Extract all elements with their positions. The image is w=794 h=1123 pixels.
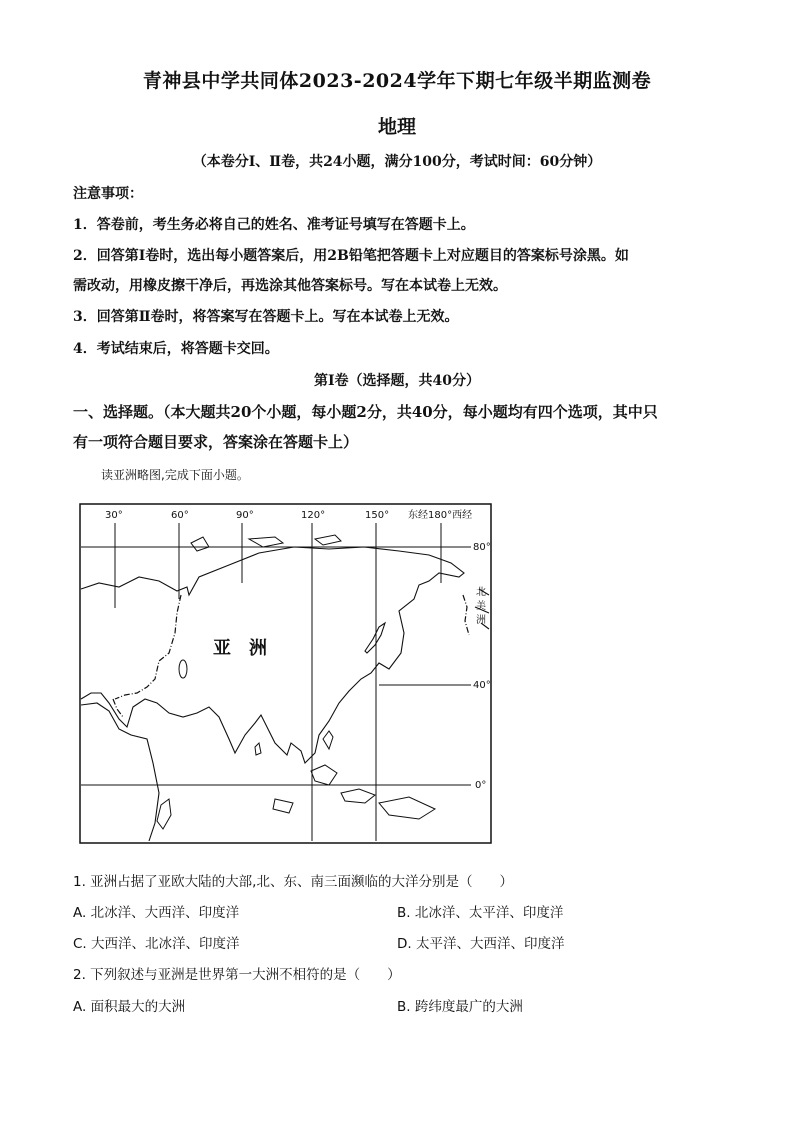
note-item: 需改动，用橡皮擦干净后，再选涂其他答案标号。写在本试卷上无效。 bbox=[73, 278, 507, 294]
question-1-option-c: C. 大西洋、北冰洋、印度洋 bbox=[73, 936, 240, 952]
lon-label-60: 60° bbox=[171, 510, 189, 521]
note-item: 3．回答第Ⅱ卷时，将答案写在答题卡上。写在本试卷上无效。 bbox=[73, 309, 459, 325]
section-instruction-cont: 有一项符合题目要求，答案涂在答题卡上） bbox=[73, 433, 359, 451]
question-1-option-a: A. 北冰洋、大西洋、印度洋 bbox=[73, 905, 240, 921]
question-2-option-a: A. 面积最大的大洲 bbox=[73, 999, 186, 1015]
lon-label-180: 东经180°西经 bbox=[408, 510, 473, 521]
lon-label-30: 30° bbox=[105, 510, 123, 521]
section-instruction: 一、选择题。（本大题共20个小题，每小题2分，共40分，每小题均有四个选项，其中只 bbox=[73, 403, 658, 421]
part1-heading: 第Ⅰ卷（选择题，共40分） bbox=[313, 373, 481, 389]
note-item: 4．考试结束后，将答题卡交回。 bbox=[73, 341, 279, 357]
north-america-label-3: 洲 bbox=[476, 615, 486, 626]
continent-label-asia: 亚 洲 bbox=[213, 638, 267, 659]
lat-label-0: 0° bbox=[475, 780, 487, 791]
asia-map bbox=[79, 503, 492, 844]
question-2-option-b: B. 跨纬度最广的大洲 bbox=[397, 999, 523, 1015]
north-america-label-2: 美 bbox=[476, 601, 486, 612]
question-1-option-b: B. 北冰洋、太平洋、印度洋 bbox=[397, 905, 564, 921]
exam-info: （本卷分Ⅰ、Ⅱ卷，共24小题，满分100分，考试时间：60分钟） bbox=[192, 154, 602, 170]
notes-heading: 注意事项： bbox=[73, 186, 143, 202]
note-item: 1．答卷前，考生务必将自己的姓名、准考证号填写在答题卡上。 bbox=[73, 217, 475, 233]
lon-label-150: 150° bbox=[365, 510, 390, 521]
lat-label-80: 80° bbox=[473, 542, 491, 553]
lat-label-40: 40° bbox=[473, 680, 491, 691]
question-1-stem: 1. 亚洲占据了亚欧大陆的大部,北、东、南三面濒临的大洋分别是（ ） bbox=[73, 874, 513, 890]
north-america-label-1: 北 bbox=[476, 587, 486, 598]
question-2-stem: 2. 下列叙述与亚洲是世界第一大洲不相符的是（ ） bbox=[73, 967, 401, 983]
subject-title: 地理 bbox=[377, 116, 416, 138]
lon-label-120: 120° bbox=[301, 510, 326, 521]
lon-label-90: 90° bbox=[236, 510, 254, 521]
map-instruction: 读亚洲略图,完成下面小题。 bbox=[101, 468, 249, 482]
exam-title: 青神县中学共同体2023-2024学年下期七年级半期监测卷 bbox=[142, 70, 652, 92]
question-1-option-d: D. 太平洋、大西洋、印度洋 bbox=[397, 936, 565, 952]
note-item: 2．回答第Ⅰ卷时，选出每小题答案后，用2B铅笔把答题卡上对应题目的答案标号涂黑。如 bbox=[73, 248, 629, 264]
